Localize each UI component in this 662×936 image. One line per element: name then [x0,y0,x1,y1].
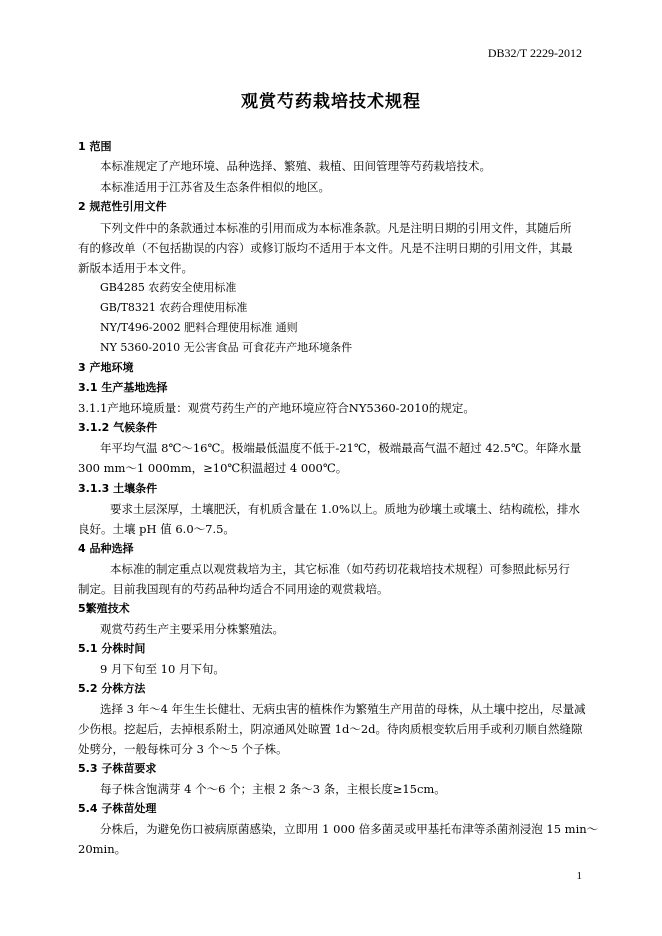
paragraph-line: 要求土层深厚，土壤肥沃，有机质含量在 1.0%以上。质地为砂壤土或壤土、结构疏松，排水 [110,502,580,516]
subsection-heading: 3.1.2 气候条件 [78,421,158,434]
subsection-heading: 5.1 分株时间 [78,642,146,655]
paragraph-line: 3.1.1产地环境质量：观赏芍药生产的产地环境应符合NY5360-2010的规定。 [78,401,475,415]
paragraph-line: 本标准规定了产地环境、品种选择、繁殖、栽植、田间管理等芍药栽培技术。 [100,159,491,173]
document-title: 观赏芍药栽培技术规程 [241,92,421,112]
paragraph-line: 本标准适用于江苏省及生态条件相似的地区。 [100,180,330,194]
subsection-heading: 3.1 生产基地选择 [78,381,168,394]
paragraph-line: 选择 3 年～4 年生生长健壮、无病虫害的植株作为繁殖生产用苗的母株，从土壤中挖出，尽量减 [100,702,586,716]
paragraph-line: 新版本适用于本文件。 [78,261,193,275]
paragraph-line: 9 月下旬至 10 月下旬。 [100,662,225,676]
paragraph-line: 良好。土壤 pH 值 6.0～7.5。 [78,522,235,536]
section-heading-variety: 4 品种选择 [78,542,134,555]
section-heading-propagation: 5繁殖技术 [78,602,130,615]
paragraph-line: 每子株含饱满芽 4 个～6 个；主根 2 条～3 条，主根长度≥15cm。 [100,782,446,796]
section-heading-references: 2 规范性引用文件 [78,200,167,213]
reference-item: GB/T8321 农药合理使用标准 [100,301,248,314]
subsection-heading: 5.2 分株方法 [78,682,146,695]
paragraph-line: 20min。 [78,842,127,856]
section-heading-scope: 1 范围 [78,140,112,153]
subsection-heading: 3.1.3 土壤条件 [78,482,158,495]
paragraph-line: 300 mm～1 000mm，≥10℃积温超过 4 000℃。 [78,461,348,475]
section-heading-environment: 3 产地环境 [78,361,134,374]
paragraph-line: 年平均气温 8℃～16℃。极端最低温度不低于-21℃，极端最高气温不超过 42.5℃。年降水量 [100,441,582,455]
paragraph-line: 少伤根。挖起后，去掉根系附土，阴凉通风处晾置 1d～2d。待肉质根变软后用手或利刃顺自然缝隙 [78,722,583,736]
reference-item: NY 5360-2010 无公害食品 可食花卉产地环境条件 [100,341,353,354]
reference-item: NY/T496-2002 肥料合理使用标准 通则 [100,321,298,334]
paragraph-line: 观赏芍药生产主要采用分株繁殖法。 [100,622,284,636]
paragraph-line: 制定。目前我国现有的芍药品种均适合不同用途的观赏栽培。 [78,582,389,596]
reference-item: GB4285 农药安全使用标准 [100,281,237,294]
paragraph-line: 下列文件中的条款通过本标准的引用而成为本标准条款。凡是注明日期的引用文件，其随后所 [100,221,572,235]
paragraph-line: 有的修改单（不包括勘误的内容）或修订版均不适用于本文件。凡是不注明日期的引用文件，其最 [78,241,573,255]
paragraph-line: 本标准的制定重点以观赏栽培为主，其它标准（如芍药切花栽培技术规程）可参照此标另行 [110,562,570,576]
document-code: DB32/T 2229-2012 [487,46,582,60]
subsection-heading: 5.4 子株苗处理 [78,802,157,815]
subsection-heading: 5.3 子株苗要求 [78,762,157,775]
paragraph-line: 分株后，为避免伤口被病原菌感染，立即用 1 000 倍多菌灵或甲基托布津等杀菌剂浸泡 15 min～ [100,822,599,836]
paragraph-line: 处劈分，一般每株可分 3 个～5 个子株。 [78,742,288,756]
page-number: 1 [576,870,582,882]
